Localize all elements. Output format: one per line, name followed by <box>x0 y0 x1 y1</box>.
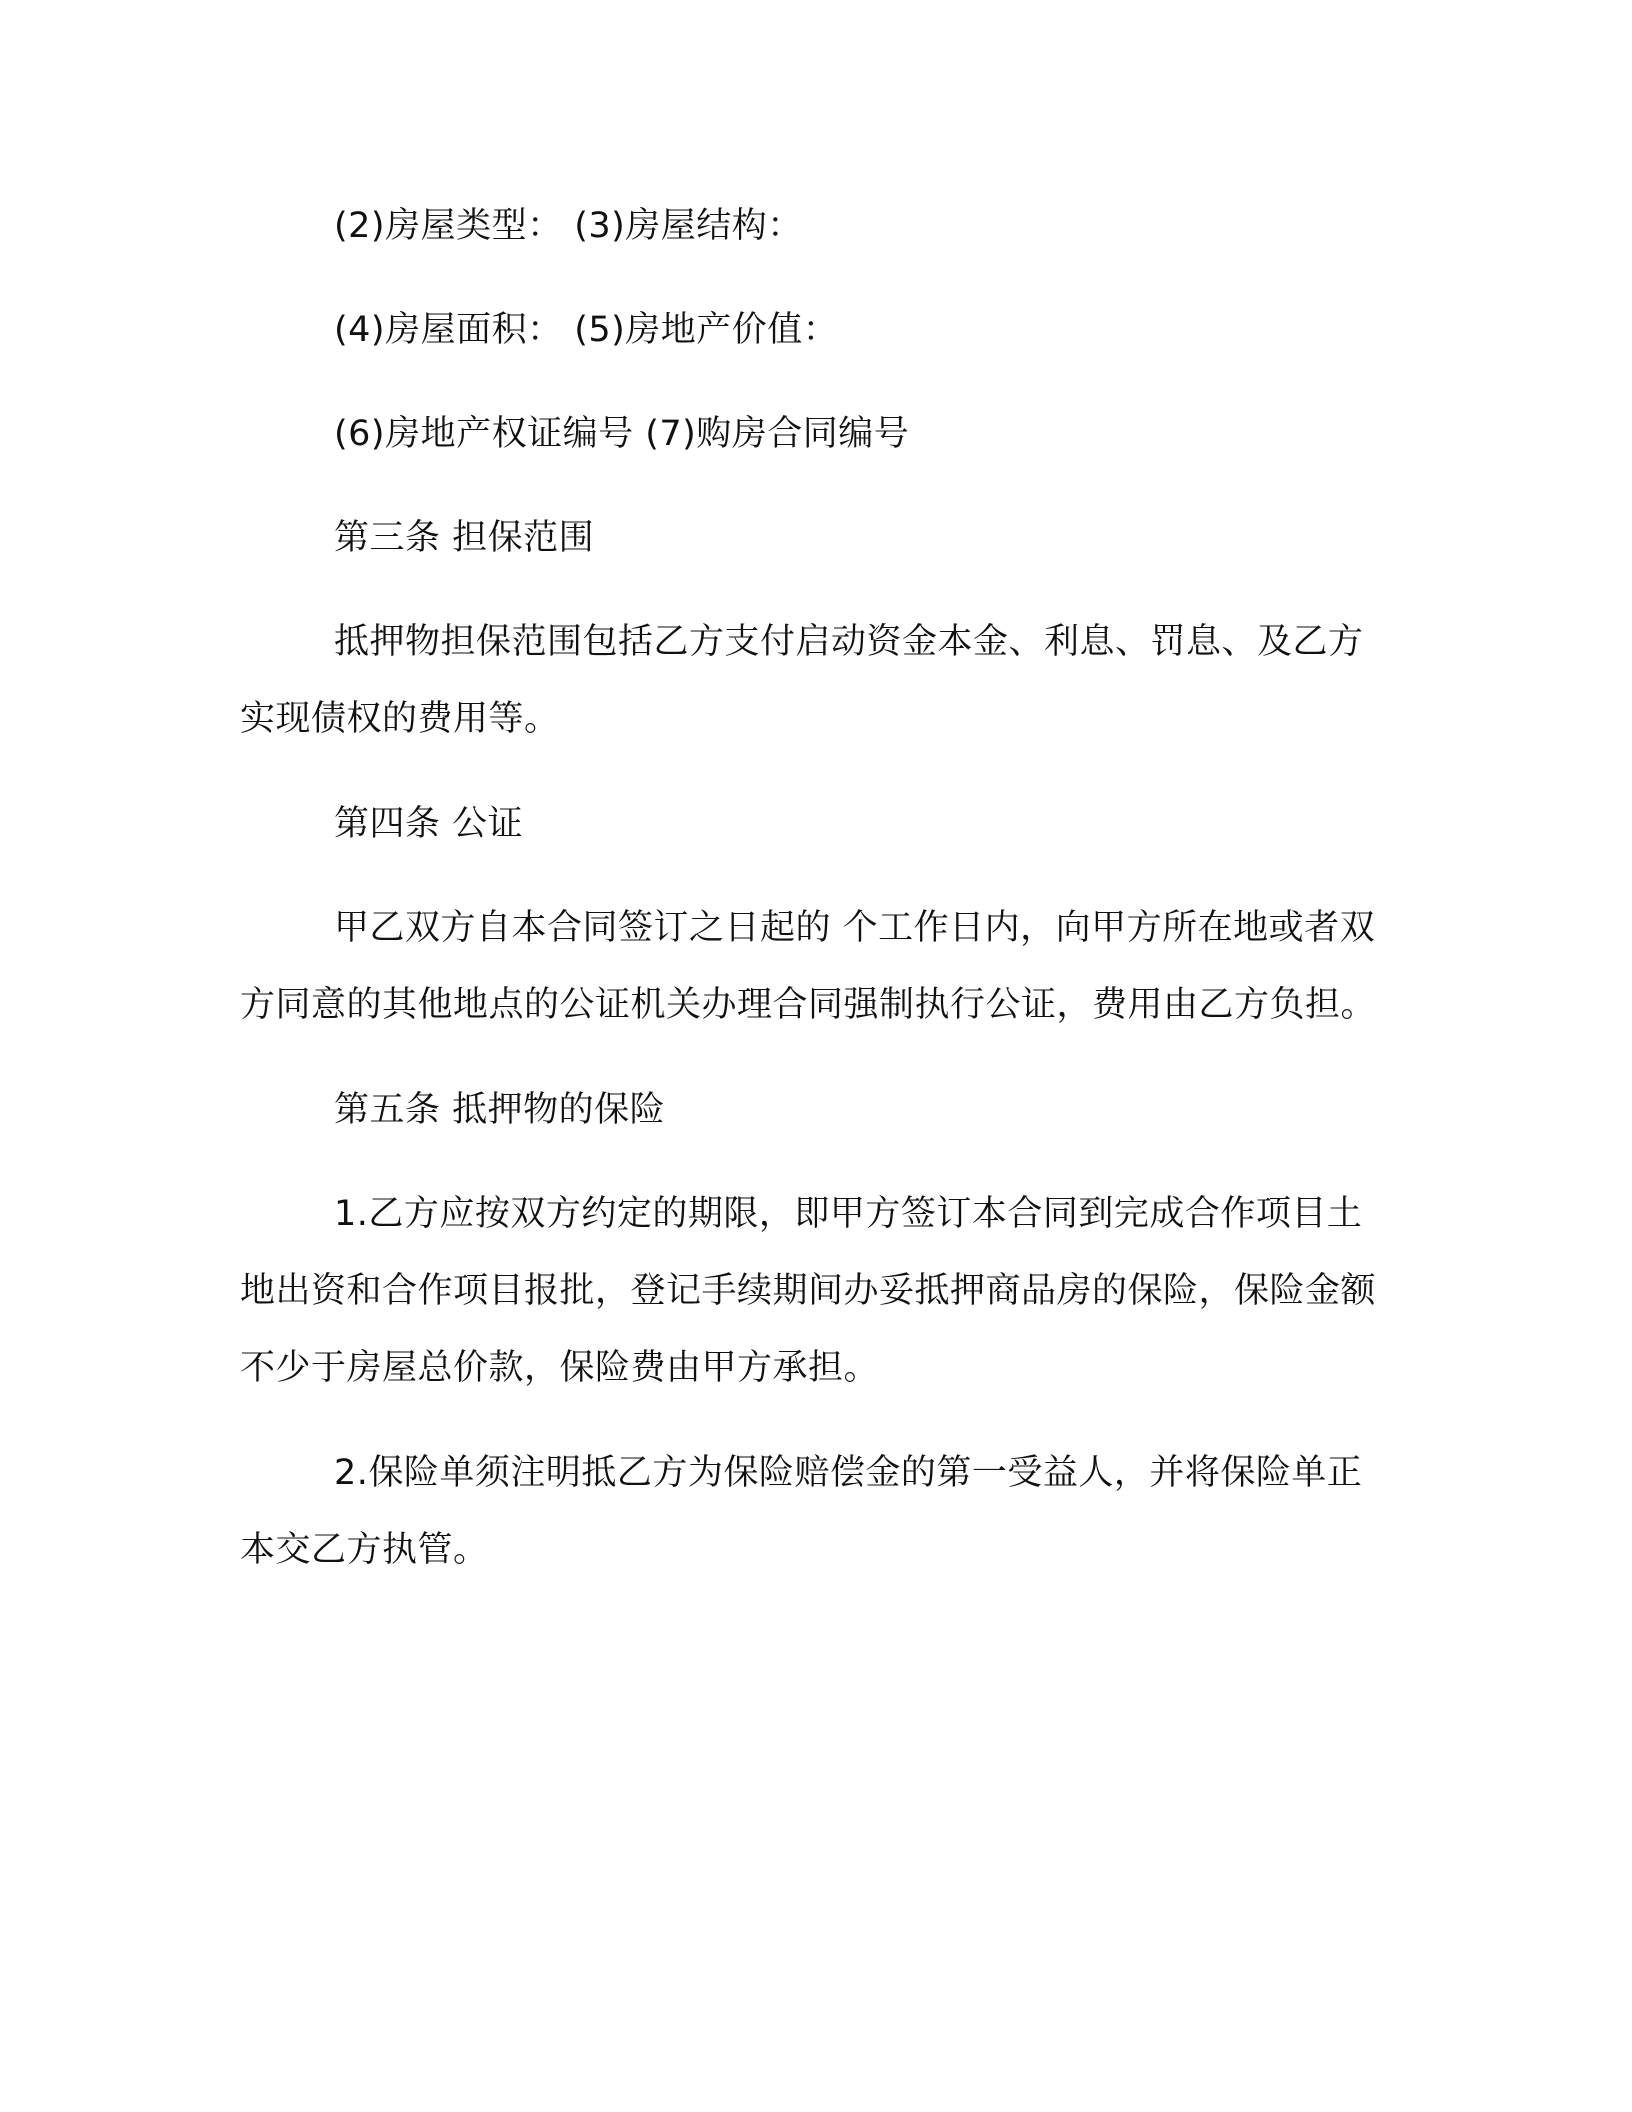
article-5-clause-2: 2.保险单须注明抵乙方为保险赔偿金的第一受益人，并将保险单正本交乙方执管。 <box>240 1453 1363 1570</box>
article-5-clause-1: 1.乙方应按双方约定的期限，即甲方签订本合同到完成合作项目土地出资和合作项目报批，登记手续期间办妥抵押商品房的保险，保险金额不少于房屋总价款，保险费由甲方承担。 <box>240 1194 1377 1388</box>
item-certificate-contract-numbers: (6)房地产权证编号 (7)购房合同编号 <box>334 414 910 454</box>
item-house-area-value: (4)房屋面积： (5)房地产价值： <box>334 310 839 350</box>
article-3-body: 抵押物担保范围包括乙方支付启动资金本金、利息、罚息、及乙方实现债权的费用等。 <box>240 622 1364 739</box>
item-house-type-structure: (2)房屋类型： (3)房屋结构： <box>334 206 803 246</box>
article-5-heading: 第五条 抵押物的保险 <box>334 1090 666 1130</box>
document-body <box>240 188 1376 1589</box>
article-4-heading: 第四条 公证 <box>334 804 524 844</box>
article-4-body: 甲乙双方自本合同签订之日起的 个工作日内，向甲方所在地或者双方同意的其他地点的公证机关办理合同强制执行公证，费用由乙方负担。 <box>240 908 1377 1025</box>
article-3-heading: 第三条 担保范围 <box>334 518 595 558</box>
